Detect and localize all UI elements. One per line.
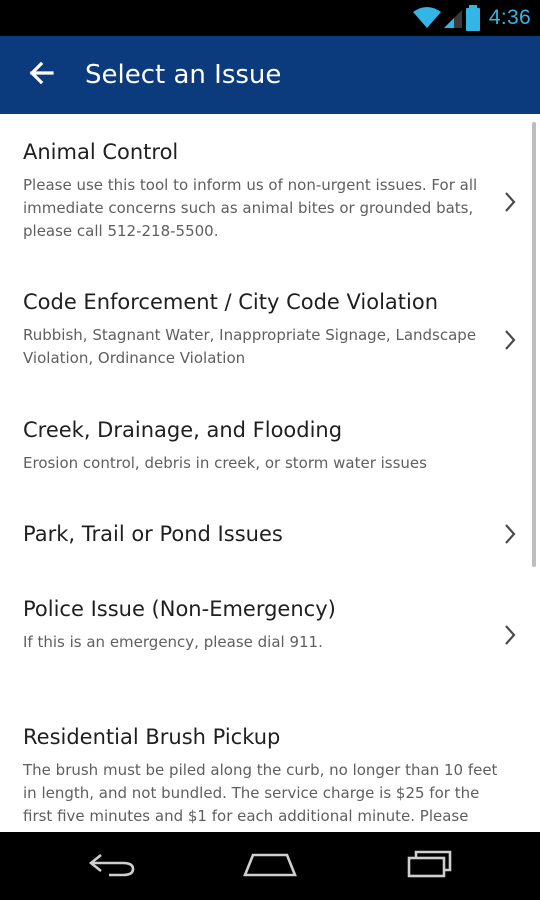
description-line: Rubbish, Stagnant Water, Inappropriate Signage, Landscape xyxy=(23,326,477,344)
list-item-description xyxy=(23,324,501,370)
list-item-description xyxy=(23,759,523,829)
description-line: first five minutes and $1 for each additional minute. Please xyxy=(23,807,469,826)
list-item-police-issue[interactable] xyxy=(0,595,540,665)
status-bar xyxy=(0,0,540,36)
list-item-title: Residential Brush Pickup xyxy=(23,725,281,749)
list-item-title: Code Enforcement / City Code Violation xyxy=(23,290,439,314)
home-nav-icon xyxy=(242,849,298,883)
back-button[interactable] xyxy=(20,54,62,96)
app-bar xyxy=(0,36,540,114)
list-item-code-enforcement[interactable] xyxy=(0,288,540,378)
description-line: If this is an emergency, please dial 911. xyxy=(23,633,323,651)
list-item-title: Creek, Drainage, and Flooding xyxy=(23,418,343,442)
battery-icon xyxy=(464,5,482,31)
chevron-right-icon xyxy=(502,328,518,352)
list-item-title: Police Issue (Non-Emergency) xyxy=(23,597,336,621)
list-item-description xyxy=(23,174,501,244)
description-line: Erosion control, debris in creek, or storm water issues xyxy=(23,454,427,472)
list-item-creek-drainage-flooding[interactable] xyxy=(0,416,540,478)
list-item-animal-control[interactable] xyxy=(0,138,540,248)
description-line: The brush must be piled along the curb, no longer than 10 feet xyxy=(23,761,498,779)
navigation-bar xyxy=(0,832,540,900)
back-nav-icon xyxy=(87,849,137,883)
list-item-park-trail-pond[interactable] xyxy=(0,520,540,560)
signal-icon xyxy=(442,6,464,30)
chevron-right-icon xyxy=(502,623,518,647)
status-time: 4:36 xyxy=(488,6,531,29)
chevron-right-icon xyxy=(502,522,518,546)
issue-list[interactable] xyxy=(0,114,540,832)
chevron-right-icon xyxy=(502,190,518,214)
list-item-description xyxy=(23,631,501,654)
description-line: Please use this tool to inform us of non-urgent issues. For all xyxy=(23,176,478,194)
list-item-title: Animal Control xyxy=(23,140,179,164)
nav-back-button[interactable] xyxy=(76,842,148,890)
nav-home-button[interactable] xyxy=(234,842,306,890)
nav-recent-apps-button[interactable] xyxy=(393,842,465,890)
list-item-description xyxy=(23,452,501,475)
description-line: in length, and not bundled. The service charge is $25 for the xyxy=(23,784,480,803)
recent-apps-icon xyxy=(404,849,454,883)
back-arrow-icon xyxy=(28,61,54,89)
description-line: please call 512-218-5500. xyxy=(23,222,219,241)
description-line: immediate concerns such as animal bites or grounded bats, xyxy=(23,199,474,218)
list-item-title: Park, Trail or Pond Issues xyxy=(23,522,283,546)
status-icons xyxy=(412,0,540,36)
wifi-icon xyxy=(412,6,442,30)
list-item-residential-brush-pickup[interactable] xyxy=(0,723,540,832)
description-line: Violation, Ordinance Violation xyxy=(23,349,246,368)
page-title: Select an Issue xyxy=(85,60,282,90)
